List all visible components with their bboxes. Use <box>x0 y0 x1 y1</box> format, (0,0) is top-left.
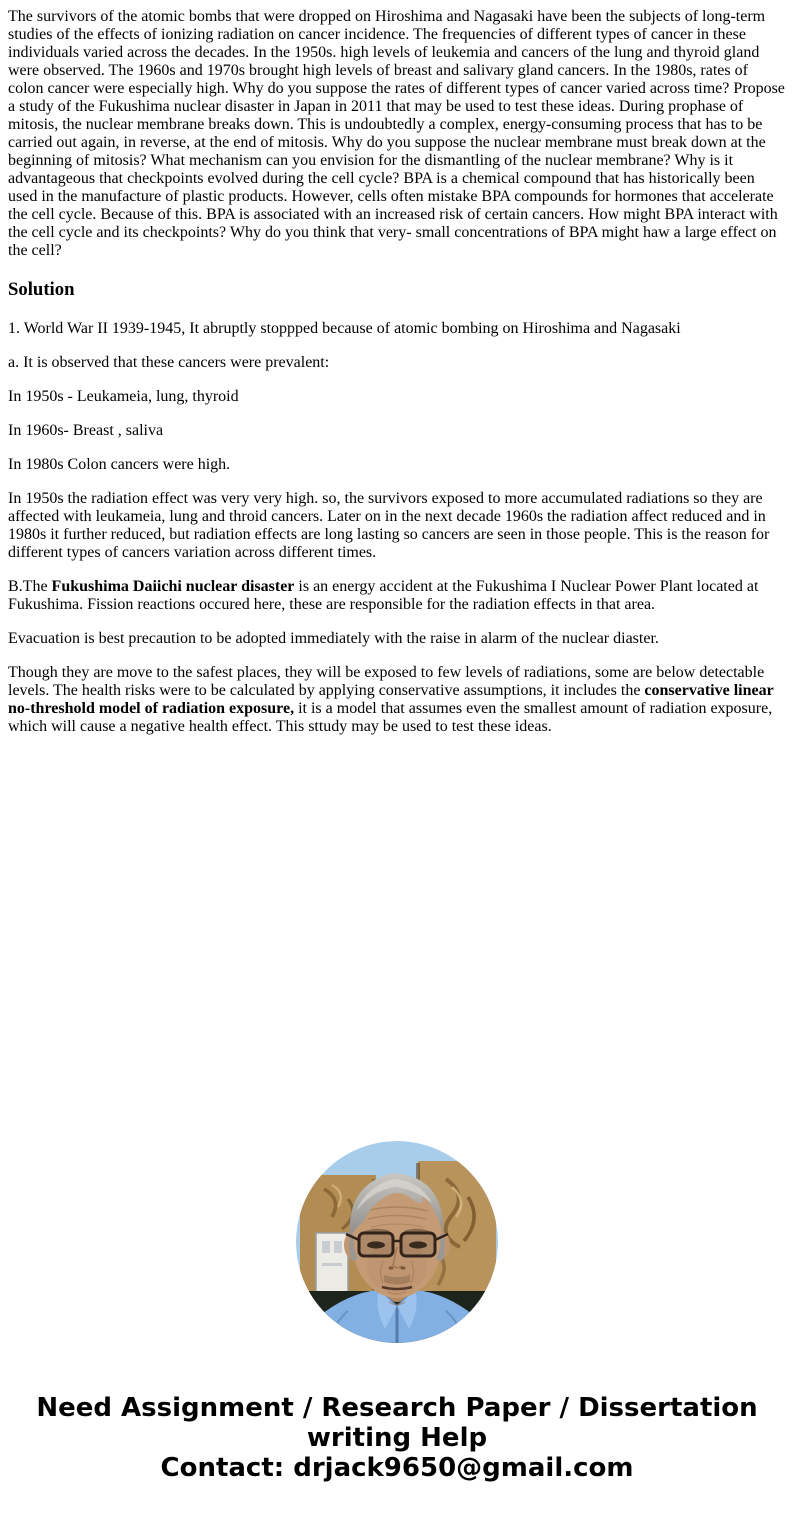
evacuation-note: Evacuation is best precaution to be adopted immediately with the raise in alarm of the nuclear diaster. <box>8 630 659 647</box>
decade-1950s-line: In 1950s - Leukameia, lung, thyroid <box>8 388 239 405</box>
footer-help-line1: Need Assignment / Research Paper / Dissertation <box>36 1393 758 1423</box>
answer-b <box>8 578 786 614</box>
answer-b-suffix: is an energy accident at the Fukushima I Nuclear Power Plant located at Fukushima. Fission reactions occured here, these are responsible for the radiation effects in that area. <box>8 578 759 613</box>
question-text: The survivors of the atomic bombs that were dropped on Hiroshima and Nagasaki have been the subjects of long-term studies of the effects of ionizing radiation on cancer incidence. The frequencies of different types of cancer in these individuals varied across the decades. In the 1950s. high levels of leukemia and cancers of the lung and thyroid gland were observed. The 1960s and 1970s brought high levels of breast and salivary gland cancers. In the 1980s, rates of colon cancer were especially high. Why do you suppose the rates of different types of cancer varied across time? Propose a study of the Fukushima nuclear disaster in Japan in 2011 that may be used to test these ideas. During prophase of mitosis, the nuclear membrane breaks down. This is undoubtedly a complex, energy-consuming process that has to be carried out again, in reverse, at the end of mitosis. Why do you suppose the nuclear membrane must break down at the beginning of mitosis? What mechanism can you envision for the dismantling of the nuclear membrane? Why is it advantageous that checkpoints evolved during the cell cycle? BPA is a chemical compound that has historically been used in the manufacture of plastic products. However, cells often mistake BPA compounds for hormones that accelerate the cell cycle. Because of this. BPA is associated with an increased risk of certain cancers. How might BPA interact with the cell cycle and its checkpoints? Why do you think that very- small concentrations of BPA might haw a large effect on the cell? <box>8 8 785 259</box>
closing-paragraph <box>8 664 786 736</box>
answer-b-bold-term: Fukushima Daiichi nuclear disaster <box>51 578 295 595</box>
solution-heading: Solution <box>8 279 75 300</box>
footer-contact-email: Contact: drjack9650@gmail.com <box>160 1453 634 1483</box>
closing-bold-term: conservative linear no-threshold model of radiation exposure, <box>8 682 774 717</box>
closing-prefix: Though they are move to the safest places, they will be exposed to few levels of radiations, some are below detectable levels. The health risks were to be calculated by applying conservative assumptions, it includes the <box>8 664 765 699</box>
closing-suffix: it is a model that assumes even the smallest amount of radiation exposure, which will cause a negative health effect. This sttudy may be used to test these ideas. <box>8 700 773 735</box>
radiation-explanation <box>8 490 786 562</box>
blank-space <box>8 752 786 1141</box>
answer-b-prefix: B.The <box>8 578 52 595</box>
footer-help-line2: writing Help <box>306 1423 488 1453</box>
answer-a: a. It is observed that these cancers were prevalent: <box>8 354 330 371</box>
answer-1: 1. World War II 1939-1945, It abruptly stoppped because of atomic bombing on Hiroshima and Nagasaki <box>8 320 681 337</box>
tutor-photo-image <box>296 1141 498 1343</box>
decade-1960s-line: In 1960s- Breast , saliva <box>8 422 164 439</box>
tutor-photo <box>296 1141 498 1343</box>
decade-1980s-line: In 1980s Colon cancers were high. <box>8 456 231 473</box>
footer-help-heading <box>8 1393 786 1483</box>
radiation-explanation-text: In 1950s the radiation effect was very very high. so, the survivors exposed to more accumulated radiations so they are affected with leukameia, lung and throid cancers. Later on in the next decade 1960s the radiation affect reduced and in 1980s it further reduced, but radiation effects are long lasting so cancers are seen in those people. This is the reason for different types of cancers variation across different times. <box>8 490 770 561</box>
